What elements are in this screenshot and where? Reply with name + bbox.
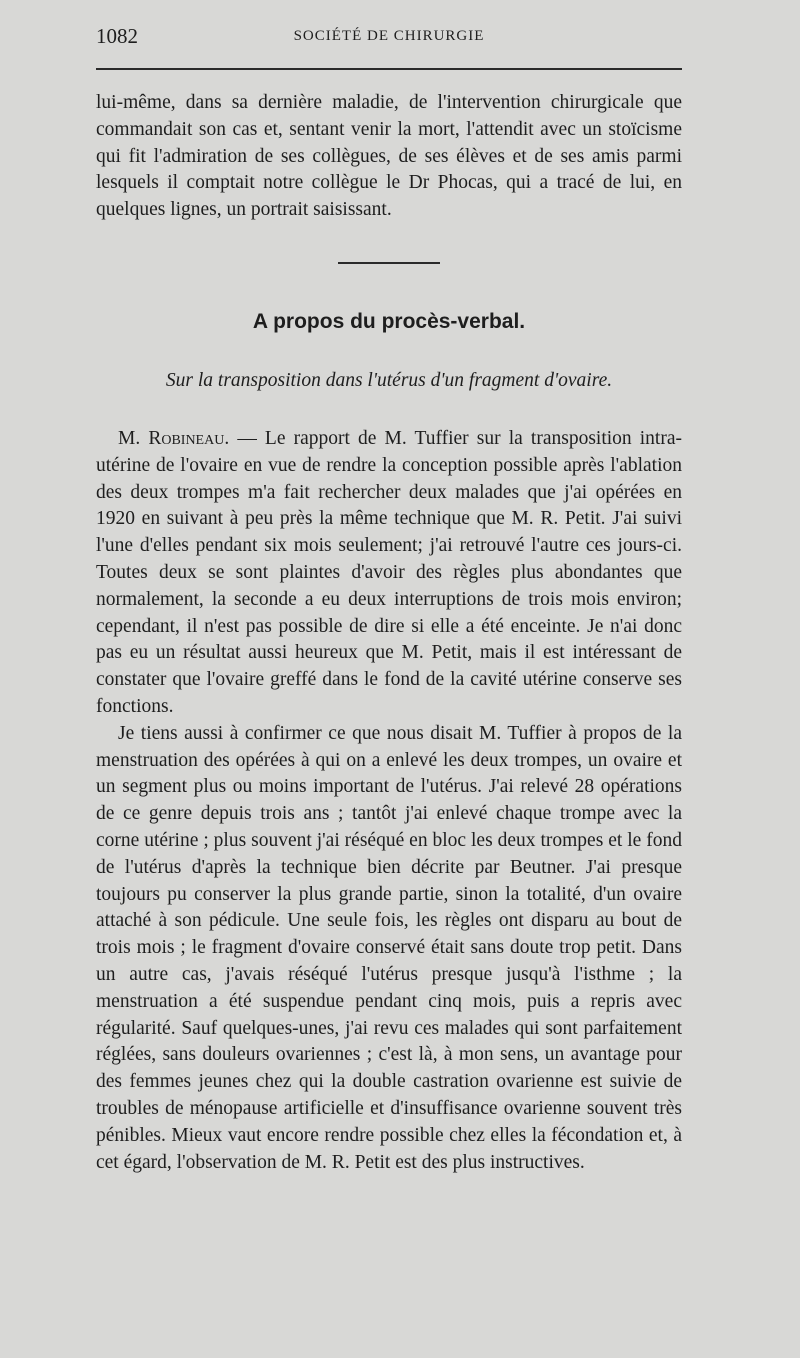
paragraph-1 xyxy=(96,426,682,721)
running-head: SOCIÉTÉ DE CHIRURGIE xyxy=(293,28,485,44)
section-separator xyxy=(338,262,440,264)
section-subtitle: Sur la transposition dans l'utérus d'un fragment d'ovaire. xyxy=(165,370,613,391)
page-header xyxy=(96,24,682,52)
header-rule xyxy=(96,68,682,70)
intro-paragraph-block xyxy=(96,90,682,224)
paragraph-2: Je tiens aussi à confirmer ce que nous disait M. Tuffier à propos de la menstruation des opérées à qui on a enlevé les deux trompes, un ovaire et un segment plus ou moins important de l'utérus. J'ai relevé 28 opérations de ce genre depuis trois ans ; tantôt j'ai enlevé chaque trompe avec la corne utérine ; plus souvent j'ai réséqué en bloc les deux trompes et le fond de l'utérus d'après la technique bien décrite par Beutner. J'ai presque toujours pu conserver la plus grande partie, sinon la totalité, d'un ovaire attaché à son pédicule. Une seule fois, les règles ont disparu au bout de trois mois ; le fragment d'ovaire conservé était sans doute trop petit. Dans un autre cas, j'avais réséqué l'utérus presque jusqu'à l'isthme ; la menstruation a été suspendue pendant cinq mois, puis a repris avec régularité. Sauf quelques-unes, j'ai revu ces malades qui sont parfaitement réglées, sans douleurs ovariennes ; c'est là, à mon sens, un avantage pour des femmes jeunes chez qui la double castration ovarienne est suivie de troubles de ménopause artificielle et d'insuffisance ovarienne souvent très pénibles. Mieux vaut encore rendre possible chez elles la fécondation et, à cet égard, l'observation de M. R. Petit est des plus instructives. xyxy=(96,722,682,1173)
intro-paragraph: lui-même, dans sa dernière maladie, de l'intervention chirurgicale que commandait son cas et, sentant venir la mort, l'attendit avec un stoïcisme qui fit l'admiration de ses collègues, de ses élèves et de ses amis parmi lesquels il comptait notre collègue le Dr Phocas, qui a tracé de lui, en quelques lignes, un portrait saisissant. xyxy=(96,92,682,221)
speaker-name: M. Robineau. xyxy=(118,428,230,449)
page-number: 1082 xyxy=(96,24,138,48)
body-text xyxy=(96,426,682,1176)
section-title: A propos du procès-verbal. xyxy=(252,310,526,333)
paragraph-1-text: — Le rapport de M. Tuffier sur la transposition intra-utérine de l'ovaire en vue de rendre la conception possible après l'ablation des deux trompes m'a fait rechercher deux malades que j'ai opérées en 1920 en suivant à peu près la même technique que M. R. Petit. J'ai suivi l'une d'elles pendant six mois seulement; j'ai retrouvé l'autre ces jours-ci. Toutes deux se sont plaintes d'avoir des règles plus abondantes que normalement, la seconde a eu deux interruptions de trois mois environ; cependant, il n'est pas possible de dire si elle a été enceinte. Je n'ai donc pas eu un résultat aussi heureux que M. Petit, mais il est intéressant de constater que l'ovaire greffé dans le fond de la cavité utérine conserve ses fonctions. xyxy=(96,428,682,717)
